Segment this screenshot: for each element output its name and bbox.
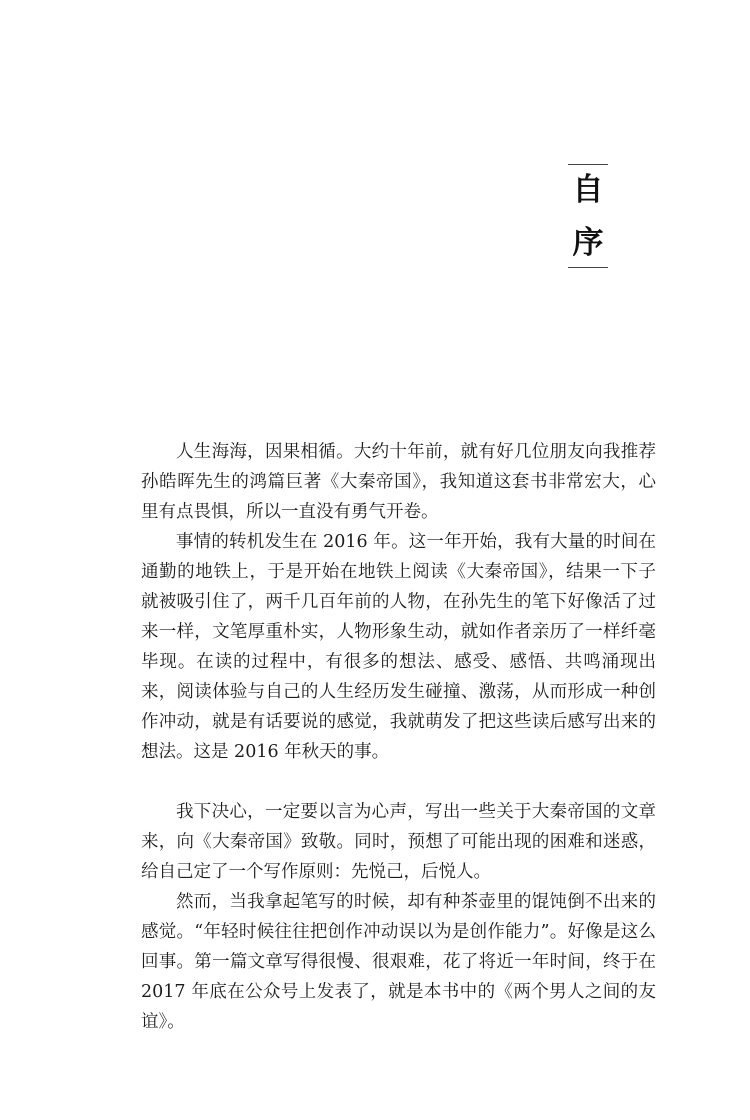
paragraph-4: 然而，当我拿起笔写的时候，却有种茶壶里的馄饨倒不出来的感觉。“年轻时候往往把创作冲动误以为是创作能力”。好像是这么回事。第一篇文章写得很慢、很艰难，花了将近一年时间，终于在 2017 年底在公众号上发表了，就是本书中的《两个男人之间的友谊》。	[141, 892, 656, 1032]
title-char-2: 序	[572, 225, 604, 261]
paragraph-2: 事情的转机发生在 2016 年。这一年开始，我有大量的时间在通勤的地铁上，于是开始在地铁上阅读《大秦帝国》，结果一下子就被吸引住了，两千几百年前的人物，在孙先生的笔下好像活了过来一样，文笔厚重朴实，人物形象生动，就如作者亲历了一样纤毫毕现。在读的过程中，有很多的想法、感受、感悟、共鸣涌现出来，阅读体验与自己的人生经历发生碰撞、激荡，从而形成一种创作冲动，就是有话要说的感觉，我就萌发了把这些读后感写出来的想法。这是 2016 年秋天的事。	[141, 532, 656, 762]
preface-body	[141, 437, 656, 1037]
paragraph-3: 我下决心，一定要以言为心声，写出一些关于大秦帝国的文章来，向《大秦帝国》致敬。同时，预想了可能出现的困难和迷惑，给自己定了一个写作原则：先悦己，后悦人。	[141, 802, 656, 882]
preface-title	[568, 164, 608, 268]
title-char-1: 自	[572, 172, 604, 208]
paragraph-1: 人生海海，因果相循。大约十年前，就有好几位朋友向我推荐孙皓晖先生的鸿篇巨著《大秦帝国》，我知道这套书非常宏大，心里有点畏惧，所以一直没有勇气开卷。	[141, 442, 656, 522]
